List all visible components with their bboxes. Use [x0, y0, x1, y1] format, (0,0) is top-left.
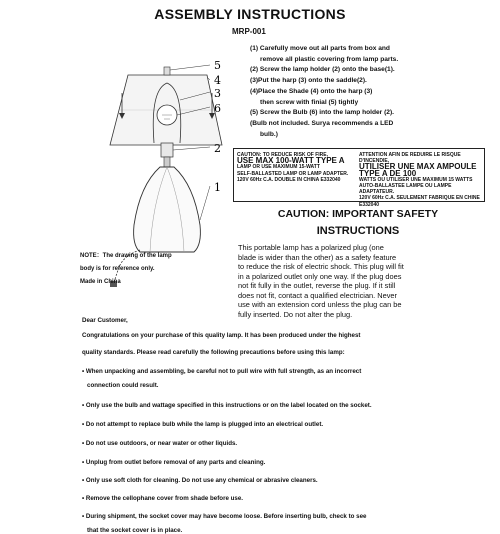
drawing-note: body is for reference only.: [80, 266, 155, 272]
assembly-step: (5) Screw the Bulb (6) into the lamp holder (2).: [250, 109, 394, 117]
assembly-step: (2) Screw the lamp holder (2) onto the base(1).: [250, 66, 395, 74]
caution-body: [238, 243, 484, 319]
letter-line: quality standards. Please read carefully the following precautions before using this lamp:: [82, 349, 345, 356]
origin-note: Made in China: [80, 279, 121, 285]
diagram-label: 1: [214, 181, 221, 194]
diagram-label: 3: [214, 87, 221, 100]
caution-line: fully inserted. Do not alter the plug.: [238, 309, 353, 319]
letter-line: • Do not attempt to replace bulb while the lamp is plugged into an electrical outlet.: [82, 421, 324, 428]
drawing-note: NOTE：The drawing of the lamp: [80, 253, 172, 259]
assembly-step: (3)Put the harp (3) onto the saddle(2).: [250, 77, 367, 85]
assembly-step: (1) Carefully move out all parts from box and: [250, 45, 390, 52]
letter-line: • During shipment, the socket cover may have become loose. Before inserting bulb, check to see: [82, 513, 367, 520]
diagram-label: 4: [214, 74, 221, 87]
letter-line: • Remove the cellophane cover from shade before use.: [82, 495, 244, 502]
assembly-step: remove all plastic covering from lamp parts.: [260, 55, 399, 63]
assembly-step: bulb.): [260, 130, 278, 138]
letter-line: • Only use the bulb and wattage specified in this instructions or on the label located on the socket.: [82, 402, 372, 409]
letter-line: • When unpacking and assembling, be careful not to pull wire with full strength, as an incorrect: [82, 368, 362, 375]
caution-title: CAUTION: IMPORTANT SAFETY: [277, 208, 439, 220]
model-number: MRP-001: [232, 27, 266, 36]
letter-line: • Unplug from outlet before removal of any parts and cleaning.: [82, 459, 266, 466]
finial: [164, 67, 170, 75]
lamp-holder: [161, 143, 173, 157]
diagram-label: 6: [214, 102, 221, 115]
assembly-step: then screw with finial (5) tightly: [260, 98, 359, 106]
warning-label-french: ATTENTION AFIN DE REDUIRE LE RISQUE D'INCENDIE, UTILISER UNE MAX AMPOULE TYPE A DE 100 WATTS OU UTILISER UNE MAXIMUM 15 WATTS AUTO-BALLASTEE LAMPE OU LAMPE ADAPTATEUR. 120V 60Hz C.A. SEULEMENT FABRIQUE EN CHINE E332040: [359, 152, 480, 208]
caution-line: This portable lamp has a polarized plug (one: [238, 243, 384, 252]
assembly-step: (Bulb not included. Surya recommends a LED: [250, 119, 394, 127]
letter-line: • Only use soft cloth for cleaning. Do not use any chemical or abrasive cleaners.: [82, 477, 318, 484]
letter-salutation: Dear Customer,: [82, 317, 128, 324]
warning-label: [233, 148, 485, 208]
assembly-step: (4)Place the Shade (4) onto the harp (3): [250, 87, 373, 95]
lamp-base: [134, 167, 201, 252]
diagram-label: 2: [214, 142, 221, 155]
caution-line: does not fit, contact a qualified electrician. Never: [238, 290, 397, 300]
caution-line: use with an extension cord unless the plug can be: [238, 300, 402, 309]
caution-subtitle: INSTRUCTIONS: [316, 225, 400, 237]
letter-line: Congratulations on your purchase of this quality lamp. It has been produced under the highest: [82, 332, 361, 339]
page-title: ASSEMBLY INSTRUCTIONS: [154, 6, 346, 22]
warning-label-english: CAUTION: TO REDUCE RISK OF FIRE, USE MAX 100-WATT TYPE A LAMP OR USE MAXIMUM 15-WATT SELF-BALLASTED LAMP OR LAMP ADAPTER. 120V 60Hz C.A. DOUBLE IN CHINA E332040: [237, 152, 349, 183]
letter-line: • Do not use outdoors, or near water or other liquids.: [82, 440, 238, 447]
caution-line: not fit fully in the outlet, reverse the plug. If it still: [238, 281, 396, 290]
letter-line: connection could result.: [87, 382, 159, 389]
caution-line: blade is wider than the other) as a safety feature: [238, 252, 397, 262]
assembly-steps: [250, 44, 485, 140]
caution-line: to reduce the risk of electric shock. This plug will fit: [238, 262, 404, 271]
caution-line: in a polarized outlet only one way. If the plug does: [238, 271, 402, 281]
letter-line: that the socket cover is in place.: [87, 527, 183, 534]
diagram-label: 5: [214, 59, 221, 72]
lamp-diagram: [100, 55, 240, 295]
